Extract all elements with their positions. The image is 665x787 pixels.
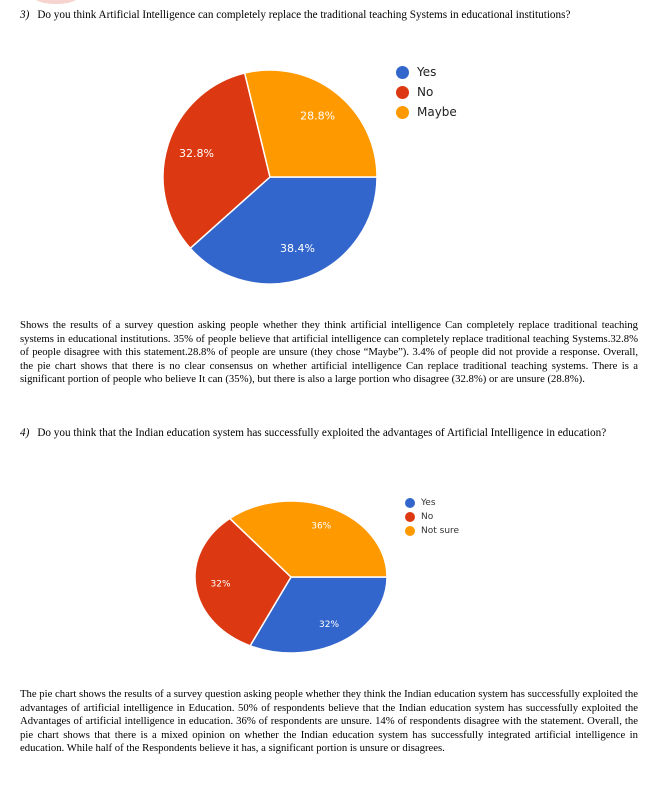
pie-label-yes: 38.4% [279, 241, 315, 255]
legend-dot-maybe-icon [396, 106, 409, 119]
legend-item-yes [405, 496, 459, 510]
legend-item-not-sure [405, 524, 459, 538]
question-3-text: Do you think Artificial Intelligence can completely replace the traditional teaching Systems in educational institutions? [37, 9, 571, 21]
legend-item-no [396, 82, 457, 102]
question-4 [20, 426, 606, 440]
pie-label-yes: 32% [319, 619, 340, 630]
pie-chart-ai-replace-teaching [0, 0, 665, 300]
legend-label-not-sure: Not sure [421, 526, 460, 536]
legend-label-yes: Yes [421, 498, 436, 508]
legend-label-no: No [421, 512, 434, 522]
legend-item-no [405, 510, 459, 524]
legend-item-maybe [396, 102, 457, 122]
paragraph-q4-analysis: The pie chart shows the results of a survey question asking people whether they think the Indian education system has successfully exploited the advantages of artificial intelligence in Education. 50% of respondents believe that the Indian education system has successfully exploited the Advantages of artificial intelligence in education. 36% of respondents are unsure. 14% of respondents disagree with the statement. Overall, the pie chart shows that there is a mixed opinion on whether the Indian education system has successfully integrated artificial intelligence in education. While half of the Respondents believe it has, a significant portion is unsure or disagrees. [20, 688, 638, 755]
legend-item-yes [396, 62, 457, 82]
paragraph-q3-analysis: Shows the results of a survey question asking people whether they think artificial intelligence Can completely replace traditional teaching systems in educational institutions. 35% of people believe that artificial intelligence can completely replace traditional teaching Systems.32.8% of people disagree with this statement.28.8% of people are unsure (they chose “Maybe”). 3.4% of people did not provide a response. Overall, the pie chart shows that there is no clear consensus on whether artificial intelligence Can replace traditional teaching systems. There is a significant portion of people who believe It can (35%), but there is also a large portion who disagree (32.8%) or are unsure (28.8%). [20, 319, 638, 386]
pie-label-maybe: 28.8% [300, 109, 336, 123]
chart-2-legend [405, 496, 459, 538]
legend-dot-no-icon [405, 512, 415, 522]
legend-dot-yes-icon [405, 498, 415, 508]
question-4-number: 4) [20, 427, 30, 439]
question-3-number: 3) [20, 9, 30, 21]
legend-dot-no-icon [396, 86, 409, 99]
legend-dot-yes-icon [396, 66, 409, 79]
legend-label-yes: Yes [417, 65, 437, 79]
pie-chart-indian-education-ai [0, 480, 665, 670]
pie-label-no: 32.8% [178, 147, 214, 161]
legend-dot-not-sure-icon [405, 526, 415, 536]
pie-label-no: 32% [210, 579, 231, 590]
legend-label-maybe: Maybe [417, 105, 457, 119]
chart-1-legend [396, 62, 457, 122]
pie-label-not-sure: 36% [311, 521, 332, 532]
question-4-text: Do you think that the Indian education system has successfully exploited the advantages of Artificial Intelligence in education? [37, 427, 607, 439]
legend-label-no: No [417, 85, 434, 99]
